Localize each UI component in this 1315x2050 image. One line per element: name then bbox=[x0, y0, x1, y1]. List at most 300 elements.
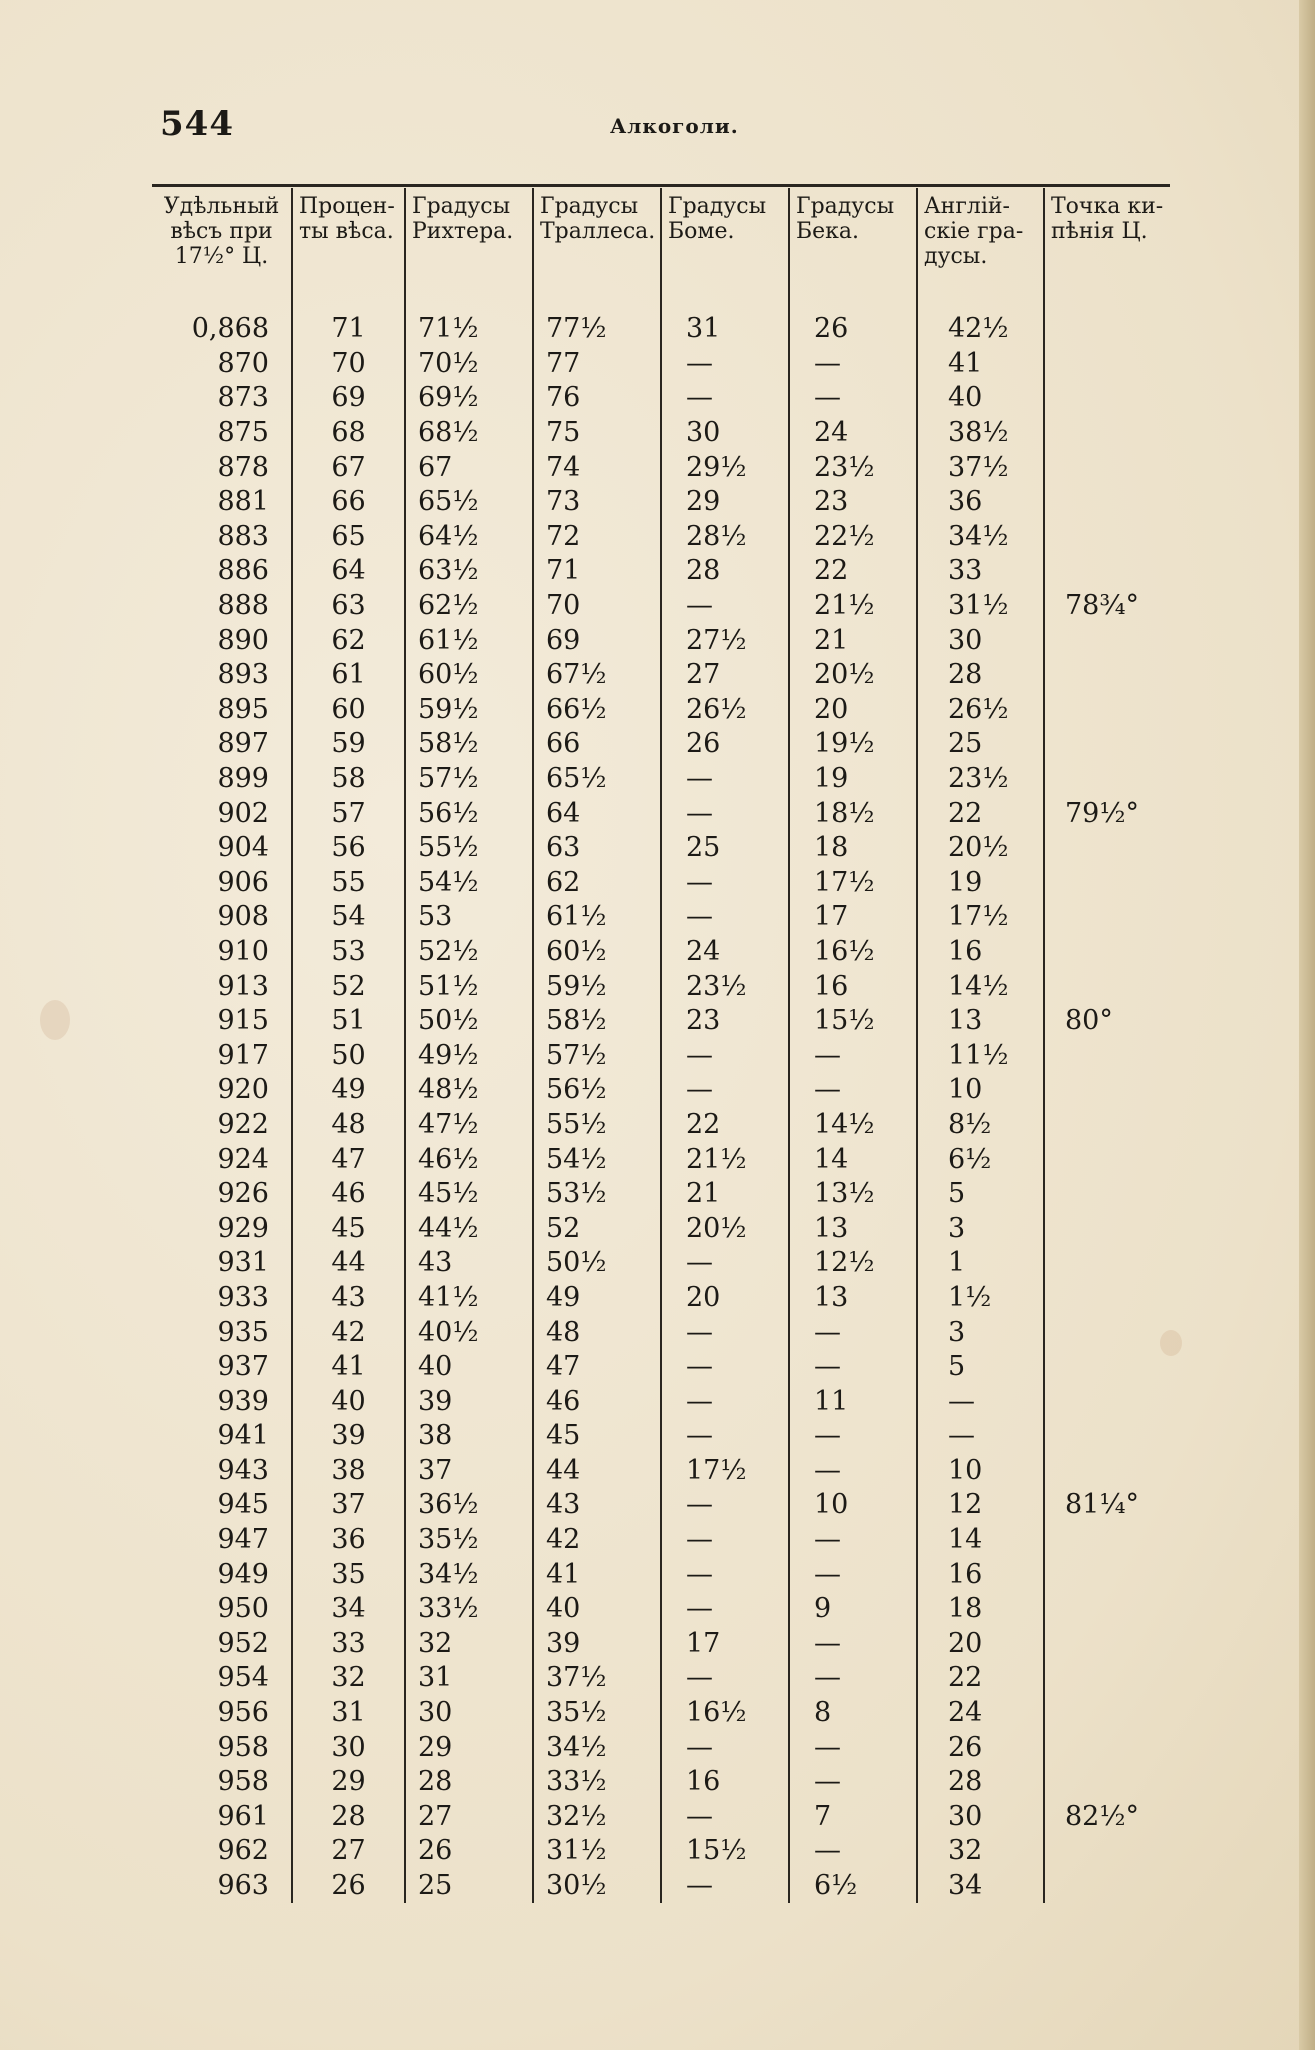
table-row bbox=[152, 1246, 1170, 1281]
beck-cell: — bbox=[789, 1765, 917, 1800]
percent-weight-cell: 60 bbox=[292, 693, 405, 728]
beck-cell: 8 bbox=[789, 1696, 917, 1731]
percent-weight-cell: 47 bbox=[292, 1142, 405, 1177]
specific-gravity-cell: 902 bbox=[217, 797, 269, 829]
baume-cell: 28½ bbox=[661, 520, 789, 555]
baume-cell: — bbox=[661, 1246, 789, 1281]
tralles-cell: 47 bbox=[533, 1350, 661, 1385]
boiling-point-cell: 81¼° bbox=[1044, 1488, 1170, 1523]
richter-cell: 34½ bbox=[405, 1557, 533, 1592]
boiling-point-cell bbox=[1044, 1177, 1170, 1212]
english-cell: 22 bbox=[917, 1661, 1044, 1696]
tralles-cell: 31½ bbox=[533, 1834, 661, 1869]
english-cell: 28 bbox=[917, 1765, 1044, 1800]
richter-cell: 29 bbox=[405, 1730, 533, 1765]
boiling-point-cell bbox=[1044, 1384, 1170, 1419]
richter-cell: 54½ bbox=[405, 866, 533, 901]
english-cell: 22 bbox=[917, 796, 1044, 831]
percent-weight-cell: 61 bbox=[292, 658, 405, 693]
richter-cell: 52½ bbox=[405, 935, 533, 970]
baume-cell: 23 bbox=[661, 1004, 789, 1039]
richter-cell: 71½ bbox=[405, 300, 533, 347]
boiling-point-cell bbox=[1044, 1350, 1170, 1385]
tralles-cell: 73 bbox=[533, 485, 661, 520]
boiling-point-cell bbox=[1044, 1142, 1170, 1177]
english-cell: 8½ bbox=[917, 1108, 1044, 1143]
table-row bbox=[152, 1696, 1170, 1731]
table-row bbox=[152, 1869, 1170, 1904]
tralles-cell: 34½ bbox=[533, 1730, 661, 1765]
percent-weight-cell: 65 bbox=[292, 520, 405, 555]
richter-cell: 33½ bbox=[405, 1592, 533, 1627]
baume-cell: — bbox=[661, 1038, 789, 1073]
specific-gravity-cell: 931 bbox=[217, 1247, 269, 1279]
tralles-cell: 30½ bbox=[533, 1869, 661, 1904]
boiling-point-cell bbox=[1044, 762, 1170, 797]
tralles-cell: 50½ bbox=[533, 1246, 661, 1281]
boiling-point-cell bbox=[1044, 1281, 1170, 1316]
tralles-cell: 58½ bbox=[533, 1004, 661, 1039]
table-row bbox=[152, 1211, 1170, 1246]
tralles-cell: 67½ bbox=[533, 658, 661, 693]
tralles-cell: 75 bbox=[533, 416, 661, 451]
specific-gravity-cell: 963 bbox=[217, 1870, 269, 1902]
beck-cell: 26 bbox=[789, 300, 917, 347]
boiling-point-cell: 80° bbox=[1044, 1004, 1170, 1039]
english-cell: 19 bbox=[917, 866, 1044, 901]
percent-weight-cell: 28 bbox=[292, 1800, 405, 1835]
percent-weight-cell: 34 bbox=[292, 1592, 405, 1627]
running-head: Алкоголи. bbox=[610, 114, 739, 138]
richter-cell: 69½ bbox=[405, 381, 533, 416]
english-cell: — bbox=[917, 1384, 1044, 1419]
table-row bbox=[152, 866, 1170, 901]
baume-cell: — bbox=[661, 1384, 789, 1419]
baume-cell: 30 bbox=[661, 416, 789, 451]
baume-cell: 20 bbox=[661, 1281, 789, 1316]
richter-cell: 60½ bbox=[405, 658, 533, 693]
baume-cell: — bbox=[661, 1073, 789, 1108]
richter-cell: 43 bbox=[405, 1246, 533, 1281]
tralles-cell: 63 bbox=[533, 831, 661, 866]
table-row bbox=[152, 1557, 1170, 1592]
specific-gravity-cell: 961 bbox=[217, 1800, 269, 1832]
richter-cell: 68½ bbox=[405, 416, 533, 451]
tralles-cell: 32½ bbox=[533, 1800, 661, 1835]
baume-cell: — bbox=[661, 796, 789, 831]
percent-weight-cell: 66 bbox=[292, 485, 405, 520]
beck-cell: 14 bbox=[789, 1142, 917, 1177]
tralles-cell: 69 bbox=[533, 623, 661, 658]
baume-cell: — bbox=[661, 1419, 789, 1454]
percent-weight-cell: 32 bbox=[292, 1661, 405, 1696]
richter-cell: 27 bbox=[405, 1800, 533, 1835]
header-row bbox=[152, 188, 1170, 300]
boiling-point-cell bbox=[1044, 1073, 1170, 1108]
baume-cell: — bbox=[661, 1869, 789, 1904]
percent-weight-cell: 46 bbox=[292, 1177, 405, 1212]
table-row bbox=[152, 1315, 1170, 1350]
specific-gravity-cell: 908 bbox=[217, 901, 269, 933]
page-number: 544 bbox=[160, 104, 234, 144]
tralles-cell: 52 bbox=[533, 1211, 661, 1246]
beck-cell: 18½ bbox=[789, 796, 917, 831]
table-row bbox=[152, 1384, 1170, 1419]
percent-weight-cell: 43 bbox=[292, 1281, 405, 1316]
tralles-cell: 71 bbox=[533, 554, 661, 589]
english-cell: 12 bbox=[917, 1488, 1044, 1523]
boiling-point-cell bbox=[1044, 1246, 1170, 1281]
richter-cell: 38 bbox=[405, 1419, 533, 1454]
specific-gravity-cell: 883 bbox=[217, 520, 269, 552]
tralles-cell: 53½ bbox=[533, 1177, 661, 1212]
specific-gravity-cell: 933 bbox=[217, 1281, 269, 1313]
boiling-point-cell bbox=[1044, 935, 1170, 970]
english-cell: 20 bbox=[917, 1627, 1044, 1662]
beck-cell: 17½ bbox=[789, 866, 917, 901]
percent-weight-cell: 37 bbox=[292, 1488, 405, 1523]
specific-gravity-cell: 945 bbox=[217, 1489, 269, 1521]
boiling-point-cell bbox=[1044, 450, 1170, 485]
table-row bbox=[152, 1350, 1170, 1385]
percent-weight-cell: 40 bbox=[292, 1384, 405, 1419]
english-cell: 36 bbox=[917, 485, 1044, 520]
richter-cell: 35½ bbox=[405, 1523, 533, 1558]
table-row bbox=[152, 589, 1170, 624]
boiling-point-cell bbox=[1044, 554, 1170, 589]
percent-weight-cell: 30 bbox=[292, 1730, 405, 1765]
boiling-point-cell bbox=[1044, 520, 1170, 555]
richter-cell: 51½ bbox=[405, 969, 533, 1004]
english-cell: 26 bbox=[917, 1730, 1044, 1765]
boiling-point-cell bbox=[1044, 1315, 1170, 1350]
richter-cell: 56½ bbox=[405, 796, 533, 831]
beck-cell: 20 bbox=[789, 693, 917, 728]
table-row bbox=[152, 1142, 1170, 1177]
specific-gravity-cell: 926 bbox=[217, 1178, 269, 1210]
boiling-point-cell bbox=[1044, 969, 1170, 1004]
beck-cell: — bbox=[789, 1730, 917, 1765]
table-row bbox=[152, 900, 1170, 935]
page-edge bbox=[1299, 0, 1315, 2050]
richter-cell: 41½ bbox=[405, 1281, 533, 1316]
baume-cell: — bbox=[661, 762, 789, 797]
boiling-point-cell bbox=[1044, 1661, 1170, 1696]
table-row bbox=[152, 1800, 1170, 1835]
beck-cell: 12½ bbox=[789, 1246, 917, 1281]
richter-cell: 48½ bbox=[405, 1073, 533, 1108]
table-row bbox=[152, 1281, 1170, 1316]
header-specific-gravity: Удѣльный вѣсъ при 17½° Ц. bbox=[163, 194, 280, 269]
specific-gravity-cell: 906 bbox=[217, 866, 269, 898]
beck-cell: — bbox=[789, 1627, 917, 1662]
table-row bbox=[152, 1177, 1170, 1212]
baume-cell: — bbox=[661, 1661, 789, 1696]
specific-gravity-cell: 886 bbox=[217, 555, 269, 587]
english-cell: 30 bbox=[917, 1800, 1044, 1835]
boiling-point-cell bbox=[1044, 1419, 1170, 1454]
baume-cell: 21½ bbox=[661, 1142, 789, 1177]
specific-gravity-cell: 888 bbox=[217, 590, 269, 622]
tralles-cell: 60½ bbox=[533, 935, 661, 970]
percent-weight-cell: 67 bbox=[292, 450, 405, 485]
table-row bbox=[152, 623, 1170, 658]
beck-cell: — bbox=[789, 1038, 917, 1073]
specific-gravity-cell: 929 bbox=[217, 1212, 269, 1244]
baume-cell: 25 bbox=[661, 831, 789, 866]
baume-cell: — bbox=[661, 589, 789, 624]
baume-cell: 31 bbox=[661, 300, 789, 347]
english-cell: 23½ bbox=[917, 762, 1044, 797]
beck-cell: — bbox=[789, 1315, 917, 1350]
specific-gravity-cell: 922 bbox=[217, 1108, 269, 1140]
percent-weight-cell: 48 bbox=[292, 1108, 405, 1143]
percent-weight-cell: 49 bbox=[292, 1073, 405, 1108]
tralles-cell: 77 bbox=[533, 347, 661, 382]
percent-weight-cell: 68 bbox=[292, 416, 405, 451]
english-cell: 13 bbox=[917, 1004, 1044, 1039]
baume-cell: 27 bbox=[661, 658, 789, 693]
table-row bbox=[152, 693, 1170, 728]
tralles-cell: 55½ bbox=[533, 1108, 661, 1143]
header-beck: Градусы Бека. bbox=[789, 188, 917, 300]
percent-weight-cell: 36 bbox=[292, 1523, 405, 1558]
boiling-point-cell bbox=[1044, 1627, 1170, 1662]
richter-cell: 62½ bbox=[405, 589, 533, 624]
english-cell: 25 bbox=[917, 727, 1044, 762]
beck-cell: — bbox=[789, 1523, 917, 1558]
english-cell: — bbox=[917, 1419, 1044, 1454]
richter-cell: 45½ bbox=[405, 1177, 533, 1212]
english-cell: 16 bbox=[917, 935, 1044, 970]
richter-cell: 63½ bbox=[405, 554, 533, 589]
english-cell: 18 bbox=[917, 1592, 1044, 1627]
table-row bbox=[152, 381, 1170, 416]
specific-gravity-cell: 899 bbox=[217, 763, 269, 795]
boiling-point-cell bbox=[1044, 1454, 1170, 1489]
specific-gravity-cell: 904 bbox=[217, 832, 269, 864]
english-cell: 42½ bbox=[917, 300, 1044, 347]
beck-cell: — bbox=[789, 347, 917, 382]
boiling-point-cell bbox=[1044, 1834, 1170, 1869]
english-cell: 30 bbox=[917, 623, 1044, 658]
boiling-point-cell bbox=[1044, 1696, 1170, 1731]
beck-cell: 13 bbox=[789, 1211, 917, 1246]
tralles-cell: 46 bbox=[533, 1384, 661, 1419]
english-cell: 6½ bbox=[917, 1142, 1044, 1177]
boiling-point-cell bbox=[1044, 623, 1170, 658]
english-cell: 5 bbox=[917, 1177, 1044, 1212]
english-cell: 10 bbox=[917, 1454, 1044, 1489]
tralles-cell: 37½ bbox=[533, 1661, 661, 1696]
beck-cell: — bbox=[789, 1834, 917, 1869]
boiling-point-cell bbox=[1044, 727, 1170, 762]
percent-weight-cell: 35 bbox=[292, 1557, 405, 1592]
table-row bbox=[152, 450, 1170, 485]
boiling-point-cell bbox=[1044, 1523, 1170, 1558]
english-cell: 16 bbox=[917, 1557, 1044, 1592]
beck-cell: 20½ bbox=[789, 658, 917, 693]
richter-cell: 40½ bbox=[405, 1315, 533, 1350]
tralles-cell: 49 bbox=[533, 1281, 661, 1316]
tralles-cell: 66½ bbox=[533, 693, 661, 728]
percent-weight-cell: 27 bbox=[292, 1834, 405, 1869]
tralles-cell: 77½ bbox=[533, 300, 661, 347]
english-cell: 40 bbox=[917, 381, 1044, 416]
beck-cell: — bbox=[789, 381, 917, 416]
percent-weight-cell: 41 bbox=[292, 1350, 405, 1385]
percent-weight-cell: 70 bbox=[292, 347, 405, 382]
english-cell: 10 bbox=[917, 1073, 1044, 1108]
richter-cell: 31 bbox=[405, 1661, 533, 1696]
tralles-cell: 41 bbox=[533, 1557, 661, 1592]
header-richter: Градусы Рихтера. bbox=[405, 188, 533, 300]
english-cell: 3 bbox=[917, 1315, 1044, 1350]
specific-gravity-cell: 958 bbox=[217, 1731, 269, 1763]
header-percent-weight: Процен-ты вѣса. bbox=[292, 188, 405, 300]
percent-weight-cell: 69 bbox=[292, 381, 405, 416]
richter-cell: 67 bbox=[405, 450, 533, 485]
tralles-cell: 62 bbox=[533, 866, 661, 901]
tralles-cell: 42 bbox=[533, 1523, 661, 1558]
beck-cell: — bbox=[789, 1661, 917, 1696]
beck-cell: — bbox=[789, 1557, 917, 1592]
specific-gravity-cell: 924 bbox=[217, 1143, 269, 1175]
table-row bbox=[152, 1523, 1170, 1558]
richter-cell: 53 bbox=[405, 900, 533, 935]
boiling-point-cell bbox=[1044, 1765, 1170, 1800]
boiling-point-cell bbox=[1044, 1730, 1170, 1765]
tralles-cell: 54½ bbox=[533, 1142, 661, 1177]
tralles-cell: 56½ bbox=[533, 1073, 661, 1108]
specific-gravity-cell: 958 bbox=[217, 1766, 269, 1798]
beck-cell: 14½ bbox=[789, 1108, 917, 1143]
specific-gravity-cell: 915 bbox=[217, 1005, 269, 1037]
richter-cell: 30 bbox=[405, 1696, 533, 1731]
table-row bbox=[152, 1454, 1170, 1489]
richter-cell: 61½ bbox=[405, 623, 533, 658]
baume-cell: — bbox=[661, 866, 789, 901]
richter-cell: 46½ bbox=[405, 1142, 533, 1177]
boiling-point-cell bbox=[1044, 900, 1170, 935]
table-row bbox=[152, 796, 1170, 831]
table-row bbox=[152, 935, 1170, 970]
tralles-cell: 48 bbox=[533, 1315, 661, 1350]
beck-cell: 21 bbox=[789, 623, 917, 658]
boiling-point-cell bbox=[1044, 1557, 1170, 1592]
boiling-point-cell bbox=[1044, 1108, 1170, 1143]
specific-gravity-cell: 956 bbox=[217, 1697, 269, 1729]
baume-cell: 16½ bbox=[661, 1696, 789, 1731]
table-row bbox=[152, 1627, 1170, 1662]
percent-weight-cell: 26 bbox=[292, 1869, 405, 1904]
percent-weight-cell: 52 bbox=[292, 969, 405, 1004]
table-row bbox=[152, 1073, 1170, 1108]
beck-cell: 19½ bbox=[789, 727, 917, 762]
richter-cell: 70½ bbox=[405, 347, 533, 382]
table-row bbox=[152, 727, 1170, 762]
beck-cell: 23 bbox=[789, 485, 917, 520]
specific-gravity-cell: 947 bbox=[217, 1524, 269, 1556]
tralles-cell: 76 bbox=[533, 381, 661, 416]
table-row bbox=[152, 1004, 1170, 1039]
boiling-point-cell bbox=[1044, 658, 1170, 693]
boiling-point-cell bbox=[1044, 347, 1170, 382]
tralles-cell: 39 bbox=[533, 1627, 661, 1662]
baume-cell: 28 bbox=[661, 554, 789, 589]
beck-cell: 23½ bbox=[789, 450, 917, 485]
specific-gravity-cell: 954 bbox=[217, 1662, 269, 1694]
baume-cell: — bbox=[661, 1350, 789, 1385]
beck-cell: 10 bbox=[789, 1488, 917, 1523]
english-cell: 1½ bbox=[917, 1281, 1044, 1316]
baume-cell: 15½ bbox=[661, 1834, 789, 1869]
tralles-cell: 59½ bbox=[533, 969, 661, 1004]
english-cell: 11½ bbox=[917, 1038, 1044, 1073]
percent-weight-cell: 42 bbox=[292, 1315, 405, 1350]
table-row bbox=[152, 1488, 1170, 1523]
table-row bbox=[152, 1419, 1170, 1454]
specific-gravity-cell: 910 bbox=[217, 935, 269, 967]
boiling-point-cell bbox=[1044, 485, 1170, 520]
english-cell: 34½ bbox=[917, 520, 1044, 555]
percent-weight-cell: 29 bbox=[292, 1765, 405, 1800]
richter-cell: 39 bbox=[405, 1384, 533, 1419]
specific-gravity-cell: 949 bbox=[217, 1558, 269, 1590]
beck-cell: 22½ bbox=[789, 520, 917, 555]
english-cell: 3 bbox=[917, 1211, 1044, 1246]
english-cell: 14 bbox=[917, 1523, 1044, 1558]
beck-cell: 17 bbox=[789, 900, 917, 935]
percent-weight-cell: 39 bbox=[292, 1419, 405, 1454]
baume-cell: 27½ bbox=[661, 623, 789, 658]
percent-weight-cell: 58 bbox=[292, 762, 405, 797]
richter-cell: 25 bbox=[405, 1869, 533, 1904]
table-row bbox=[152, 1592, 1170, 1627]
table-row bbox=[152, 658, 1170, 693]
richter-cell: 26 bbox=[405, 1834, 533, 1869]
specific-gravity-cell: 935 bbox=[217, 1316, 269, 1348]
baume-cell: — bbox=[661, 347, 789, 382]
baume-cell: — bbox=[661, 1488, 789, 1523]
beck-cell: 19 bbox=[789, 762, 917, 797]
specific-gravity-cell: 873 bbox=[217, 382, 269, 414]
table-row bbox=[152, 485, 1170, 520]
table-row bbox=[152, 416, 1170, 451]
tralles-cell: 43 bbox=[533, 1488, 661, 1523]
richter-cell: 36½ bbox=[405, 1488, 533, 1523]
tralles-cell: 40 bbox=[533, 1592, 661, 1627]
specific-gravity-cell: 881 bbox=[217, 486, 269, 518]
beck-cell: 22 bbox=[789, 554, 917, 589]
percent-weight-cell: 50 bbox=[292, 1038, 405, 1073]
richter-cell: 64½ bbox=[405, 520, 533, 555]
boiling-point-cell bbox=[1044, 300, 1170, 347]
specific-gravity-cell: 937 bbox=[217, 1351, 269, 1383]
richter-cell: 47½ bbox=[405, 1108, 533, 1143]
specific-gravity-cell: 941 bbox=[217, 1420, 269, 1452]
tralles-cell: 44 bbox=[533, 1454, 661, 1489]
richter-cell: 59½ bbox=[405, 693, 533, 728]
percent-weight-cell: 45 bbox=[292, 1211, 405, 1246]
specific-gravity-cell: 897 bbox=[217, 728, 269, 760]
table-row bbox=[152, 831, 1170, 866]
baume-cell: — bbox=[661, 1523, 789, 1558]
beck-cell: 7 bbox=[789, 1800, 917, 1835]
specific-gravity-cell: 0,868 bbox=[191, 313, 269, 345]
baume-cell: — bbox=[661, 1592, 789, 1627]
percent-weight-cell: 38 bbox=[292, 1454, 405, 1489]
